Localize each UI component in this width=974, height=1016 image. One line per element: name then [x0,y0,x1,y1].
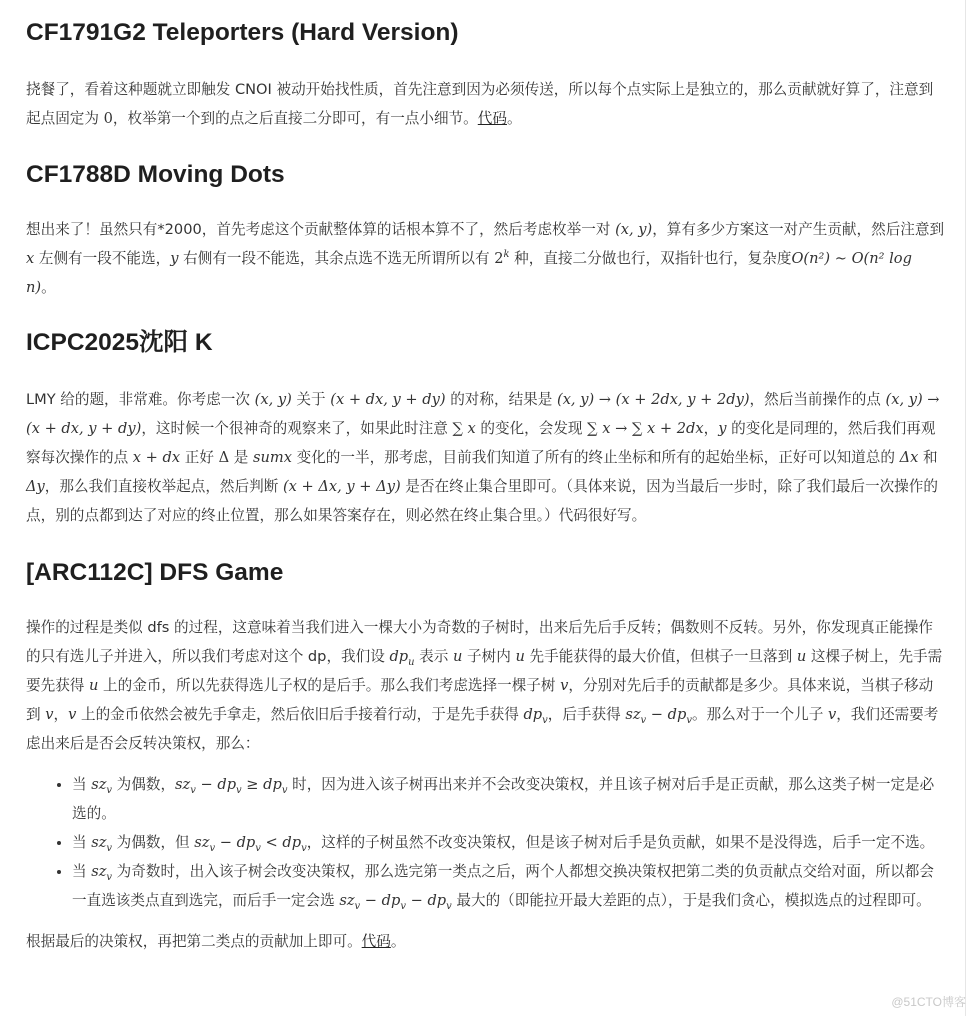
section-text-arc112c: 操作的过程是类似 dfs 的过程，这意味着当我们进入一棵大小为奇数的子树时，出来后先后手反转；偶数则不反转。另外，你发现真正能操作的只有选儿子并进入，所以我们考虑对这个 dp，我们设 $dp_u$ 表示 u 子树内 u 先手能获得的最大价值，但棋子一旦落到 u 这棵子树上，先手需要先获得 u 上的金币，所以先获得选儿子权的是后手。那么我们考虑选择一棵子树 v，分别对先后手的贡献都是多少。具体来说，当棋子移动到 v，v 上的金币依然会被先手拿走，然后依旧后手接着行动，于是先手获得 $dp_v$，后手获得 $sz_v - dp_v$。那么对于一个儿子 v，我们还需要考虑出来后是否会反转决策权，那么： [26,619,943,752]
section-heading-arc112c: [ARC112C] DFS Game [26,559,284,586]
math-complexity: O(n²) ∼ O(n² log n) [26,250,912,296]
section-text-cf1788d: 想出来了！虽然只有*2000，首先考虑这个贡献整体算的话根本算不了，然后考虑枚举一对 (x, y)，算有多少方案这一对产生贡献，然后注意到 x 左侧有一段不能选，y 右侧有一段不能选，其余点选不选无所谓所以有 2$^k$ 种，直接二分做也行，双指针也行，复杂度O(n²) ∼ O(n² log n)。 [26,221,945,296]
site-watermark: @51CTO博客 [891,995,966,1009]
article-content [26,0,946,956]
list-item: • 当 $sz_v$ 为偶数，但 $sz_v - dp_v < dp_v$，这样的子树虽然不改变决策权，但是该子树对后手是负贡献，如果不是没得选，后手一定不选。 [72,828,946,857]
list-item: • 当 $sz_v$ 为奇数时，出入该子树会改变决策权，那么选完第一类点之后，两个人都想交换决策权把第二类的负贡献点交给对面，所以都会一直选该类点直到选完，而后手一定会选 $sz_v - dp_v - dp_v$ 最大的（即能拉开最大差距的点），于是我们贪心，模拟选点的过程即可。 [72,857,946,915]
section-heading-cf1791g2: CF1791G2 Teleporters (Hard Version) [26,19,459,46]
math-zero: 0 [103,110,113,127]
content-border [965,0,966,1016]
section-footer-arc112c: 根据最后的决策权，再把第二类点的贡献加上即可。代码。 [26,933,406,950]
section-text-icpc2025-shenyang-k: LMY 给的题，非常难。你考虑一次 (x, y) 关于 (x + dx, y + dy) 的对称，结果是 (x, y) → (x + 2dx, y + 2dy)，然后当前操作的点 (x, y) → (x + dx, y + dy)，这时候一个很神奇的观察来了，如果此时注意 ∑ x 的变化，会发现 ∑ x → ∑ x + 2dx，y 的变化是同理的，然后我们再观察每次操作的点 x + dx 正好 Δ 是 sumx 变化的一半，那考虑，目前我们知道了所有的终止坐标和所有的起始坐标，正好可以知道总的 Δx 和 Δy，那么我们直接枚举起点，然后判断 (x + Δx, y + Δy) 是否在终止集合里即可。（具体来说，因为当最后一步时，除了我们最后一次操作的点，别的点都到达了对应的终止位置，那么如果答案存在，则必然在终止集合里。）代码很好写。 [26,391,940,524]
case-list [26,770,946,915]
section-heading-cf1788d: CF1788D Moving Dots [26,161,285,188]
section-text-cf1791g2: 挠餐了，看着这种题就立即触发 CNOI 被动开始找性质，首先注意到因为必须传送，所以每个点实际上是独立的，那么贡献就好算了，注意到起点固定为 0，枚举第一个到的点之后直接二分即可，有一点小细节。代码。 [26,81,934,127]
code-link-cf1791g2[interactable]: 代码 [477,110,507,127]
math-pair: (x, y) [615,221,653,238]
list-item: • 当 $sz_v$ 为偶数，$sz_v - dp_v \ge dp_v$ 时，因为进入该子树再出来并不会改变决策权，并且该子树对后手是正贡献，那么这类子树一定是必选的。 [72,770,946,828]
code-link-arc112c[interactable]: 代码 [361,933,391,950]
section-heading-icpc2025-shenyang-k: ICPC2025沈阳 K [26,329,213,356]
